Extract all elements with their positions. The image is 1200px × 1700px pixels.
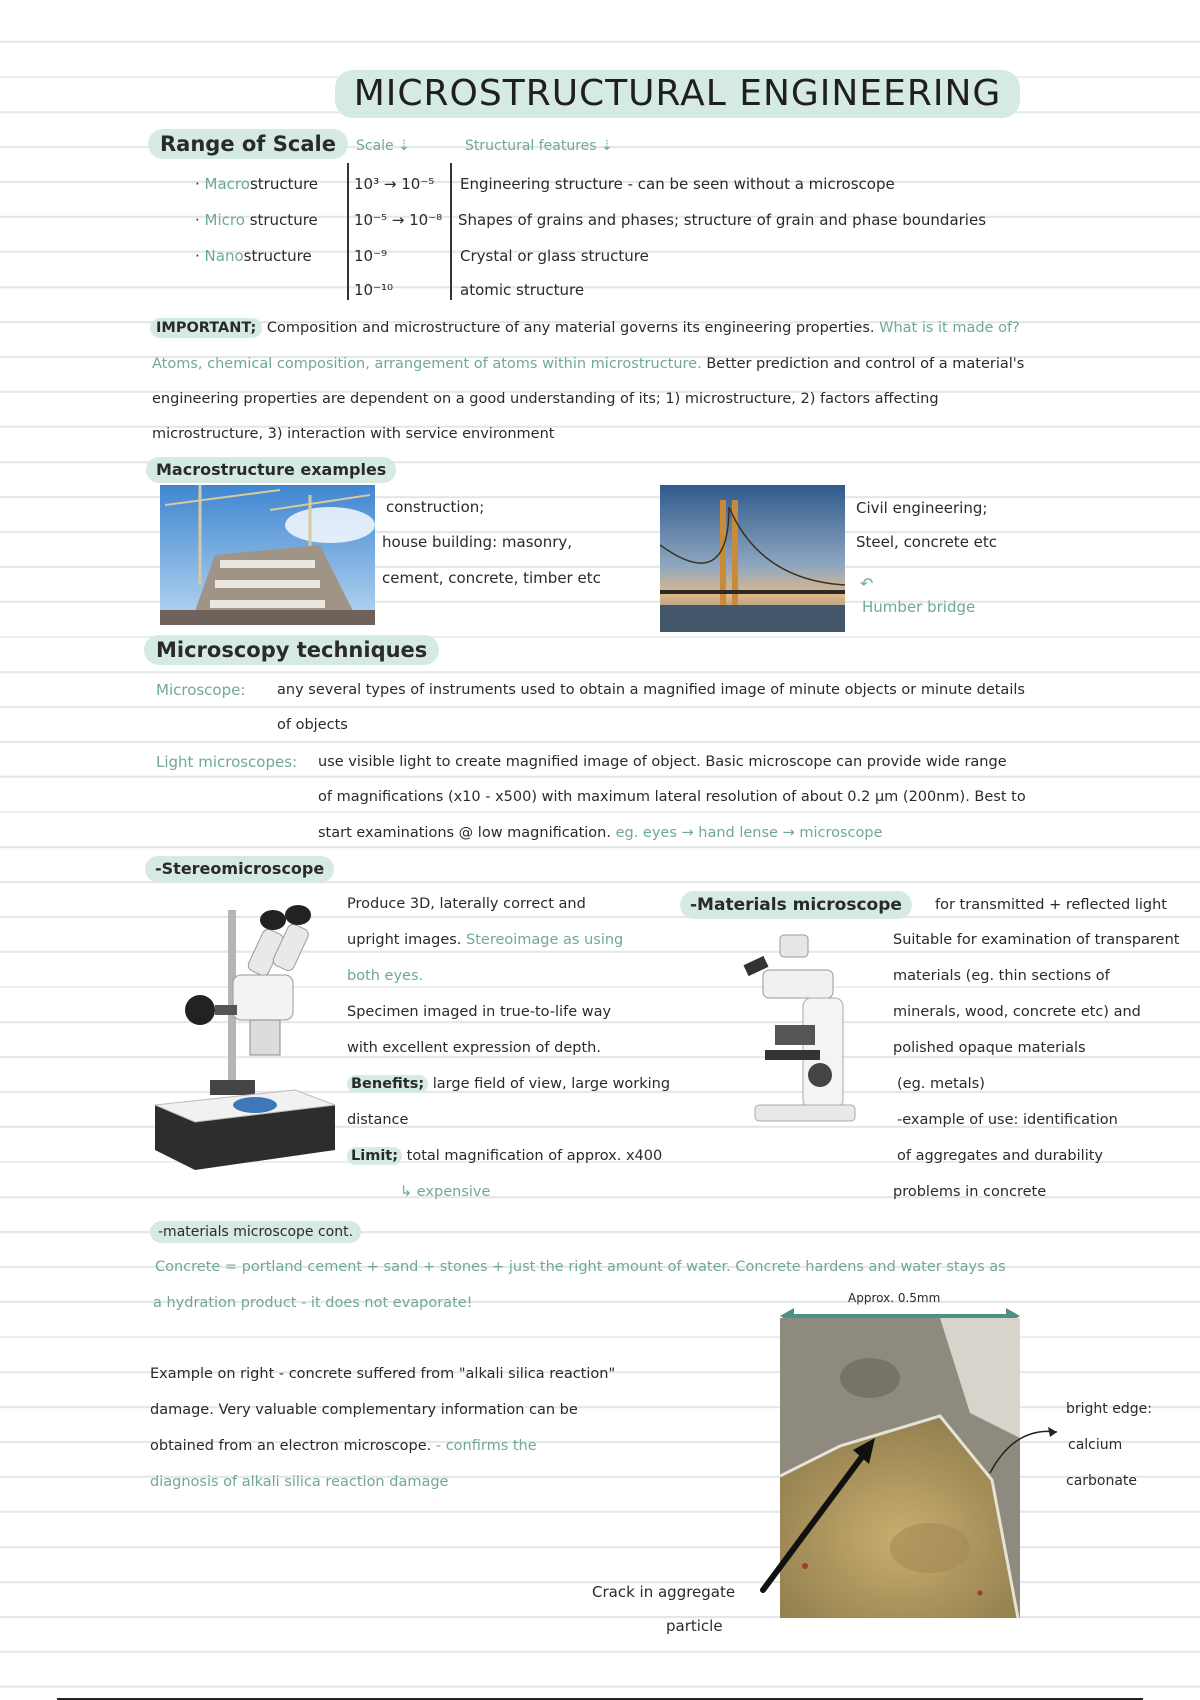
civil-engineering-text-line: Civil engineering; (856, 499, 988, 517)
humber-bridge-photo (660, 485, 845, 632)
scale-row-atomic-value: 10⁻¹⁰ (354, 281, 394, 299)
stereomicroscope-text-line: with excellent expression of depth. (347, 1040, 601, 1056)
important-line-4: microstructure, 3) interaction with service environment (152, 426, 555, 442)
scale-row-suffix: structure (243, 247, 312, 265)
stereomicroscope-heading: -Stereomicroscope (145, 856, 334, 882)
scale-row-prefix: Nano (204, 247, 244, 265)
materials-microscope-light-note: for transmitted + reflected light (935, 897, 1167, 913)
scale-row-nano-label: · Nanostructure (195, 247, 312, 265)
crack-pointer-arrow (755, 1428, 885, 1598)
stereoimage-note: Stereoimage as using (466, 932, 624, 948)
scale-row-prefix: Micro (204, 211, 245, 229)
scale-row-macro-label: · Macrostructure (195, 175, 319, 193)
bright-edge-label-line: bright edge: (1066, 1401, 1152, 1417)
page-title: MICROSTRUCTURAL ENGINEERING (335, 70, 1020, 118)
stereomicroscope-illustration (155, 890, 335, 1170)
materials-microscope-cont-heading: -materials microscope cont. (150, 1221, 361, 1243)
bright-edge-pointer-arrow (985, 1418, 1060, 1478)
important-label: IMPORTANT; (150, 318, 262, 338)
microscope-definition-line: any several types of instruments used to obtain a magnified image of minute objects or minute details (277, 682, 1025, 698)
limit-text: total magnification of approx. x400 (406, 1148, 663, 1164)
materials-microscope-text-line: (eg. metals) (897, 1076, 985, 1092)
scale-table-divider-right (450, 163, 452, 300)
asr-example-line: Example on right - concrete suffered from "alkali silica reaction" (150, 1366, 616, 1382)
scale-row-micro-value: 10⁻⁵ → 10⁻⁸ (354, 211, 443, 229)
important-teal-text: Atoms, chemical composition, arrangement of atoms within microstructure. (152, 356, 702, 372)
construction-text-line: cement, concrete, timber etc (382, 569, 601, 587)
humber-bridge-label: Humber bridge (862, 598, 976, 616)
materials-microscope-text-line: Suitable for examination of transparent (893, 932, 1180, 948)
scale-row-macro-feature: Engineering structure - can be seen without a microscope (460, 175, 895, 193)
benefits-label: Benefits; (347, 1075, 428, 1093)
limit-label: Limit; (347, 1147, 402, 1165)
asr-example-line: damage. Very valuable complementary information can be (150, 1402, 578, 1418)
microscope-definition-line: of objects (277, 717, 348, 733)
materials-microscope-illustration (725, 925, 865, 1125)
important-line-1 (150, 310, 1020, 346)
light-microscopes-line: use visible light to create magnified image of object. Basic microscope can provide wide range (318, 754, 1007, 770)
stereomicroscope-limit-line (347, 1138, 662, 1174)
benefits-text: large field of view, large working (432, 1076, 671, 1092)
materials-microscope-text-line: of aggregates and durability (897, 1148, 1103, 1164)
materials-microscope-text-line: polished opaque materials (893, 1040, 1086, 1056)
stereomicroscope-benefits-line (347, 1066, 670, 1102)
asr-confirms-note: - confirms the (435, 1438, 537, 1454)
construction-text-line: house building: masonry, (382, 533, 573, 551)
civil-engineering-text-line: Steel, concrete etc (856, 533, 998, 551)
materials-microscope-text-line: -example of use: identification (897, 1112, 1118, 1128)
stereomicroscope-text-line: distance (347, 1112, 409, 1128)
bridge-pointer-arrow: ↶ (860, 574, 874, 593)
range-of-scale-heading: Range of Scale (148, 129, 348, 159)
magnification-progression: eg. eyes → hand lense → microscope (615, 825, 883, 841)
stereomicroscope-text-line (347, 922, 623, 958)
scale-row-nano-feature: Crystal or glass structure (460, 247, 649, 265)
asr-diagnosis-note: diagnosis of alkali silica reaction damage (150, 1474, 449, 1490)
bright-edge-label-line: carbonate (1066, 1473, 1138, 1489)
scale-row-atomic-feature: atomic structure (460, 281, 585, 299)
important-line-2 (152, 346, 1024, 382)
important-line-3: engineering properties are dependent on a good understanding of its; 1) microstructure, 2) factors affecting (152, 391, 939, 407)
stereoimage-note-cont: both eyes. (347, 968, 424, 984)
light-microscopes-label: Light microscopes: (156, 753, 298, 771)
materials-microscope-text-line: materials (eg. thin sections of (893, 968, 1110, 984)
bright-edge-label-line: calcium (1068, 1437, 1123, 1453)
stereomicroscope-text-line: Specimen imaged in true-to-life way (347, 1004, 612, 1020)
asr-example-text: obtained from an electron microscope. (150, 1438, 432, 1454)
macrostructure-heading: Macrostructure examples (146, 457, 396, 483)
structural-features-column-header: Structural features ⇣ (465, 138, 613, 154)
light-microscopes-line (318, 815, 883, 851)
crack-label-line: Crack in aggregate (592, 1583, 736, 1601)
scale-table-divider-left (347, 163, 349, 300)
scale-row-suffix: structure (249, 175, 319, 193)
scale-row-prefix: Macro (204, 175, 250, 193)
expensive-note: ↳ expensive (400, 1184, 491, 1200)
stereomicroscope-text-line: Produce 3D, laterally correct and (347, 896, 586, 912)
scale-row-micro-feature: Shapes of grains and phases; structure of grain and phase boundaries (458, 211, 987, 229)
light-microscopes-line: of magnifications (x10 - x500) with maximum lateral resolution of about 0.2 μm (200nm). Best to (318, 789, 1026, 805)
stereomicroscope-text: upright images. (347, 932, 462, 948)
scale-row-macro-value: 10³ → 10⁻⁵ (354, 175, 435, 193)
asr-example-line (150, 1428, 537, 1464)
construction-site-photo (160, 485, 375, 625)
scale-row-micro-label: · Micro structure (195, 211, 318, 229)
scale-row-nano-value: 10⁻⁹ (354, 247, 388, 265)
materials-microscope-text-line: problems in concrete (893, 1184, 1047, 1200)
microscopy-heading: Microscopy techniques (144, 635, 439, 665)
scale-bar-label: Approx. 0.5mm (848, 1291, 941, 1305)
important-text: Better prediction and control of a material's (706, 356, 1025, 372)
concrete-definition-line: Concrete = portland cement + sand + stones + just the right amount of water. Concrete hardens and water stays as (155, 1259, 1006, 1275)
scale-column-header: Scale ⇣ (356, 138, 410, 154)
microscope-label: Microscope: (156, 681, 246, 699)
crack-label-line: particle (666, 1617, 723, 1635)
scale-row-suffix: structure (244, 211, 318, 229)
important-question: What is it made of? (879, 320, 1020, 336)
construction-text-line: construction; (386, 498, 485, 516)
important-text: Composition and microstructure of any material governs its engineering properties. (266, 320, 875, 336)
light-microscopes-text: start examinations @ low magnification. (318, 825, 611, 841)
concrete-definition-line: a hydration product - it does not evaporate! (153, 1295, 473, 1311)
materials-microscope-text-line: minerals, wood, concrete etc) and (893, 1004, 1141, 1020)
materials-microscope-heading: -Materials microscope (680, 891, 912, 919)
